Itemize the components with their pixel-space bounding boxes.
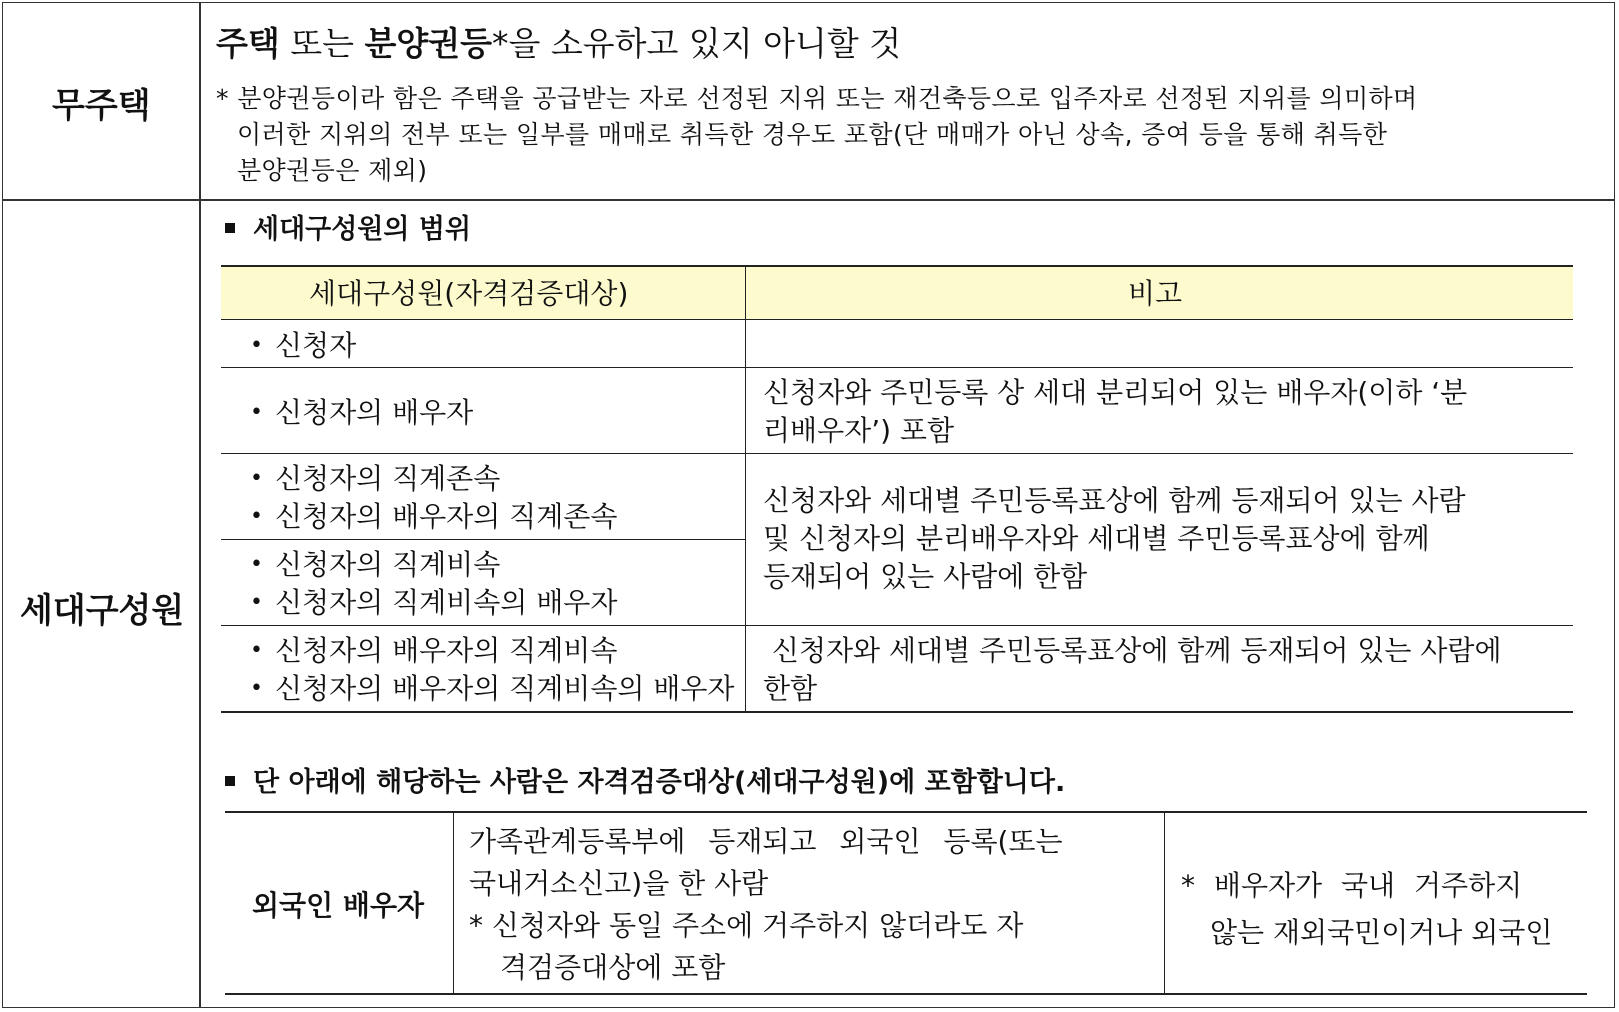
header-remarks: 비고 xyxy=(1128,277,1183,310)
member-item: • 신청자의 배우자 xyxy=(250,391,473,431)
row-divider xyxy=(2,199,1615,201)
foreign-table-divider xyxy=(453,811,454,994)
square-bullet-icon xyxy=(225,223,235,233)
table-bottom-border xyxy=(221,711,1573,713)
foreign-desc-line: 국내거소신고)을 한 사람 xyxy=(469,867,769,900)
member-item: • 신청자의 직계비속 xyxy=(250,543,500,583)
presale-note-line-1: * 분양권등이라 함은 주택을 공급받는 자로 선정된 지위 또는 재건축등으로 입주자로 선정된 지위를 의미하며 xyxy=(216,84,1418,113)
foreign-note-line: 않는 재외국민이거나 외국인 xyxy=(1210,916,1553,949)
remark-line: 등재되어 있는 사람에 한함 xyxy=(763,560,1088,593)
member-item: • 신청자의 배우자의 직계존속 xyxy=(250,495,617,535)
foreign-spouse-label: 외국인 배우자 xyxy=(252,889,425,922)
remark-line: 리배우자’) 포함 xyxy=(763,414,955,447)
member-item: • 신청자의 직계존속 xyxy=(250,457,500,497)
foreign-table-divider xyxy=(1164,811,1165,994)
member-item: • 신청자 xyxy=(250,324,356,364)
foreign-desc-line: 가족관계등록부에 등재되고 외국인 등록(또는 xyxy=(469,825,1063,858)
table-row-border xyxy=(221,539,745,540)
section-inclusion-note: 단 아래에 해당하는 사람은 자격검증대상(세대구성원)에 포함합니다. xyxy=(225,760,1065,799)
presale-note-line-3: 분양권등은 제외) xyxy=(237,156,428,185)
table-row-border xyxy=(221,367,1573,368)
table-row-border xyxy=(221,625,1573,626)
header-members: 세대구성원(자격검증대상) xyxy=(309,277,629,310)
square-bullet-icon xyxy=(225,776,235,786)
no-house-requirement: 주택 또는 분양권등*을 소유하고 있지 아니할 것 xyxy=(216,24,902,63)
table-top-border xyxy=(221,265,1573,267)
remark-line: 신청자와 주민등록 상 세대 분리되어 있는 배우자(이하 ‘분 xyxy=(763,376,1468,409)
member-item: • 신청자의 배우자의 직계비속의 배우자 xyxy=(250,667,734,707)
presale-right-term: 분양권등 xyxy=(364,24,493,63)
foreign-table-top xyxy=(225,811,1587,813)
member-item: • 신청자의 직계비속의 배우자 xyxy=(250,581,617,621)
house-term: 주택 xyxy=(216,24,280,63)
foreign-note-line: * 배우자가 국내 거주하지 xyxy=(1181,869,1523,902)
remark-line: 신청자와 세대별 주민등록표상에 함께 등재되어 있는 사람에 xyxy=(763,634,1502,667)
member-item: • 신청자의 배우자의 직계비속 xyxy=(250,629,617,669)
table-column-divider xyxy=(745,265,746,712)
table-row-border xyxy=(221,453,1573,454)
no-house-label: 무주택 xyxy=(52,86,151,126)
foreign-table-bottom xyxy=(225,993,1587,995)
label-column-divider xyxy=(199,2,201,1008)
table-header-border xyxy=(221,319,1573,320)
foreign-desc-line: * 신청자와 동일 주소에 거주하지 않더라도 자 xyxy=(469,909,1024,942)
remark-line: 신청자와 세대별 주민등록표상에 함께 등재되어 있는 사람 xyxy=(763,484,1466,517)
remark-line: 및 신청자의 분리배우자와 세대별 주민등록표상에 함께 xyxy=(763,522,1430,555)
remark-line: 한함 xyxy=(763,672,818,705)
presale-note-line-2: 이러한 지위의 전부 또는 일부를 매매로 취득한 경우도 포함(단 매매가 아닌 상속, 증여 등을 통해 취득한 xyxy=(237,120,1388,149)
foreign-desc-line: 격검증대상에 포함 xyxy=(500,951,726,984)
household-label: 세대구성원 xyxy=(20,591,185,631)
section-member-scope: 세대구성원의 범위 xyxy=(225,207,471,246)
